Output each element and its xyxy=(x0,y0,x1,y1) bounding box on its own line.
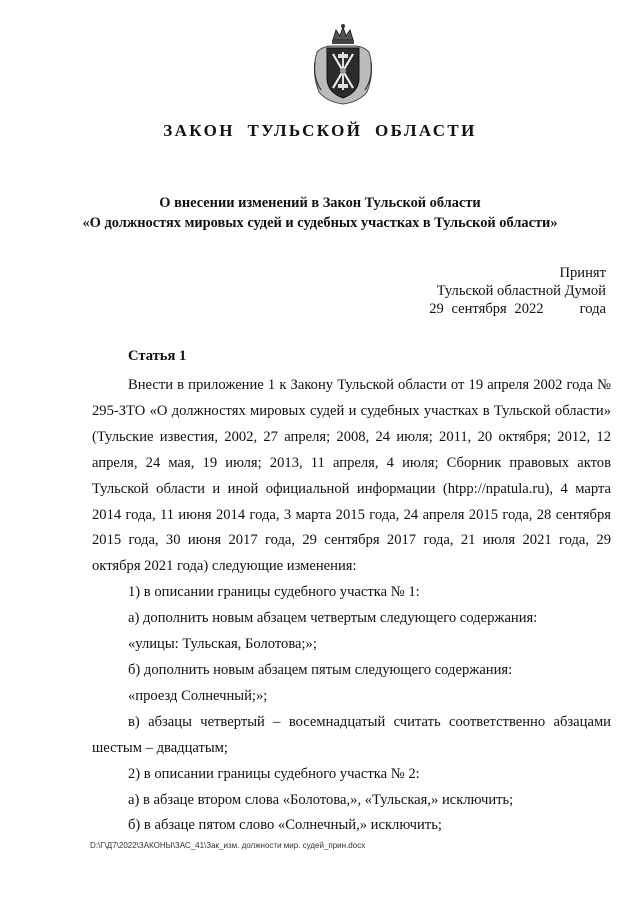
law-title: ЗАКОН ТУЛЬСКОЙ ОБЛАСТИ xyxy=(163,121,477,140)
list-item: 1) в описании границы судебного участка № 1: xyxy=(128,584,420,601)
adoption-line-2: Тульской областной Думой xyxy=(436,283,606,299)
file-path-footer: D:\Г\Д7\2022\ЗАКОНЫ\ЗАС_41\Зак_изм. должности мир. судей_прин.docx xyxy=(90,841,366,850)
law-subject xyxy=(60,193,580,233)
tula-coat-of-arms-icon xyxy=(309,22,377,106)
list-item: б) дополнить новым абзацем пятым следующего содержания: xyxy=(128,661,513,678)
adoption-line-1: Принят xyxy=(559,265,606,281)
list-item: а) в абзаце втором слова «Болотова,», «Тульская,» исключить; xyxy=(128,791,514,808)
adoption-date-value: 29 сентября 2022 xyxy=(429,301,544,317)
adoption-block xyxy=(429,264,606,318)
list-item: 2) в описании границы судебного участка № 2: xyxy=(128,765,420,782)
article-heading: Статья 1 xyxy=(128,348,187,364)
article-body xyxy=(92,373,611,839)
list-item: б) в абзаце пятом слово «Солнечный,» исключить; xyxy=(128,817,442,834)
list-item: «улицы: Тульская, Болотова;»; xyxy=(128,636,317,653)
article-intro-paragraph: Внести в приложение 1 к Закону Тульской области от 19 апреля 2002 года № 295-ЗТО «О должностях мировых судей и судебных участках в Тульской области» (Тульские известия, 2002, 27 апреля; 2008, 24 июля; 2011, 20 октября; 2012, 12 апреля, 24 мая, 19 июля; 2013, 11 апреля, 4 июля; Сборник правовых актов Тульской области и иной официальной информации (htpp://npatula.ru), 4 марта 2014 года, 11 июня 2014 года, 3 марта 2015 года, 24 апреля 2015 года, 28 сентября 2015 года, 30 июня 2017 года, 29 сентября 2017 года, 21 июля 2021 года, 29 октября 2021 года) следующие изменения: xyxy=(92,377,611,575)
adoption-date xyxy=(429,300,606,318)
list-item: а) дополнить новым абзацем четвертым следующего содержания: xyxy=(128,610,538,627)
adoption-year-word: года xyxy=(579,301,606,317)
list-item: «проезд Солнечный;»; xyxy=(128,687,268,704)
subject-line-1: О внесении изменений в Закон Тульской области xyxy=(159,195,481,211)
list-item-renumber: в) абзацы четвертый – восемнадцатый считать соответственно абзацами шестым – двадцатым; xyxy=(92,713,611,756)
subject-line-2: «О должностях мировых судей и судебных участках в Тульской области» xyxy=(82,215,558,231)
